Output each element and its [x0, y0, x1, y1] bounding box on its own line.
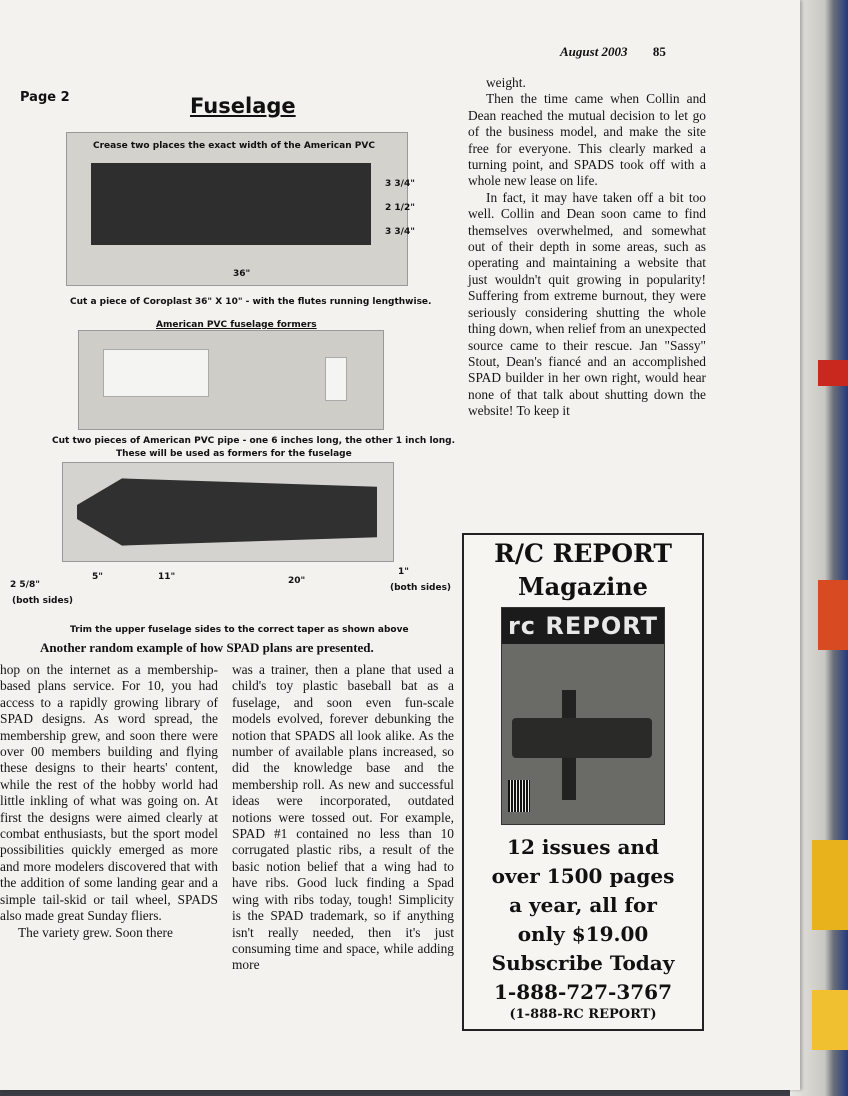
dim-length: 36": [233, 269, 251, 279]
dim-bottom: 3 3/4": [385, 227, 415, 237]
coroplast-sheet: [91, 163, 371, 245]
seg-3: 20": [288, 576, 306, 586]
seg-1: 5": [92, 572, 103, 582]
fuselage-taper-photo: [62, 462, 394, 562]
pvc-formers-photo: [78, 330, 384, 430]
ad-title: R/C REPORT: [494, 539, 672, 568]
ad-line-4: only $19.00: [517, 922, 649, 946]
next-page-edge-orange: [818, 580, 848, 650]
dim-middle: 2 1/2": [385, 203, 415, 213]
dim-left: 2 5/8": [10, 580, 40, 590]
ad-line-5: Subscribe Today: [491, 951, 675, 975]
photo2-caption-line2: These will be used as formers for the fuselage: [116, 449, 352, 459]
ad-line-1: 12 issues and: [507, 835, 659, 859]
header-page-number: 85: [652, 44, 666, 59]
pvc-pipe-short: [325, 357, 347, 401]
article-column-2: [232, 662, 454, 974]
ad-line-2: over 1500 pages: [491, 864, 675, 888]
col2-paragraph-1: was a trainer, then a plane that used a child's toy plastic baseball bat as a fuselage, and soon even fun-scale models evolved, forever debunking the notion that SPADS all look alike. As the number of available plans increased, so did the knowledge base and the membership roll. As new and successful ideas were incorporated, outdated notions were tossed out. For example, SPAD #1 contained no less than 10 corrugated plastic ribs, a result of the basic notion belief that a wing had to have ribs. Good luck finding a Spad wing with ribs today, tough! Simplicity is the SPAD trademark, so if anything isn't really needed, then it's just consuming time and space, while adding more: [232, 662, 454, 973]
photo2-caption-line1: Cut two pieces of American PVC pipe - one 6 inches long, the other 1 inch long.: [52, 436, 456, 446]
article-column-1: [0, 662, 218, 941]
ad-subtitle: Magazine: [518, 572, 648, 601]
photo1-caption: Cut a piece of Coroplast 36" X 10" - with the flutes running lengthwise.: [70, 297, 432, 307]
cover-logo: rc REPORT: [502, 608, 664, 644]
crease-note: Crease two places the exact width of the American PVC: [93, 141, 375, 151]
dim-top: 3 3/4": [385, 179, 415, 189]
col3-paragraph-0: weight.: [486, 75, 526, 90]
header-date: August 2003: [560, 44, 628, 59]
col3-paragraph-1: Then the time came when Collin and Dean reached the mutual decision to let go of the business model, and make the site free for everyone. This clearly marked a turning point, and SPADS took off with a whole new lease on life.: [468, 91, 706, 189]
seg-2: 11": [158, 572, 176, 582]
dim-left-note: (both sides): [12, 596, 74, 606]
plan-page-label: Page 2: [20, 90, 70, 105]
dim-right-note: (both sides): [390, 583, 452, 593]
col1-paragraph-1: hop on the internet as a membership-based plans service. For 10, you had access to a rapidly growing library of SPAD designs. As word spread, the membership grew, and soon there were over 00 members building and flying these designs to their hearts' content, while the rest of the hobby world had little inkling of what was going on. At first the designs were aimed clearly at combat enthusiasts, but the sport model possibilities quickly emerged as more and more modelers discovered that with the addition of some landing gear and a simple tail-skid or tail wheel, SPADS also made great Sunday fliers.: [0, 662, 218, 924]
coroplast-sheet-photo: [66, 132, 415, 286]
col1-paragraph-2: The variety grew. Soon there: [18, 924, 173, 940]
photo2-title: American PVC fuselage formers: [156, 320, 317, 330]
fuselage-side-taper: [77, 477, 377, 547]
figure-caption: Another random example of how SPAD plans are presented.: [40, 640, 374, 655]
photo3-caption: Trim the upper fuselage sides to the correct taper as shown above: [70, 625, 409, 635]
pvc-pipe-long: [103, 349, 209, 397]
page-header: [560, 44, 666, 60]
dim-right: 1": [398, 567, 409, 577]
magazine-cover-image: [501, 607, 665, 825]
article-column-3: [468, 75, 706, 420]
rc-report-advertisement: [462, 533, 704, 1031]
next-page-edge-yellow: [812, 840, 848, 930]
next-page-edge-yellow-lower: [812, 990, 848, 1050]
cover-biplane: [512, 718, 652, 758]
col3-paragraph-2: In fact, it may have taken off a bit too well. Collin and Dean soon came to find themselves overwhelmed, and somewhat out of their depth in some areas, such as operating and maintaining a website that just wouldn't quit growing in popularity! Suffering from extreme burnout, they were seriously considering shutting the whole thing down, when relief from an unexpected source came to their rescue. Jan "Sassy" Stout, Dean's fiancé and an accomplished SPAD builder in her own right, would hear none of that talk about shutting down the website! To keep it: [468, 189, 706, 419]
ad-line-3: a year, all for: [509, 893, 657, 917]
ad-phone-alt: (1-888-RC REPORT): [509, 1007, 657, 1022]
plan-title: Fuselage: [190, 94, 296, 118]
next-page-edge-red: [818, 360, 848, 386]
ad-phone: 1-888-727-3767: [494, 980, 672, 1004]
barcode-icon: [508, 780, 530, 812]
